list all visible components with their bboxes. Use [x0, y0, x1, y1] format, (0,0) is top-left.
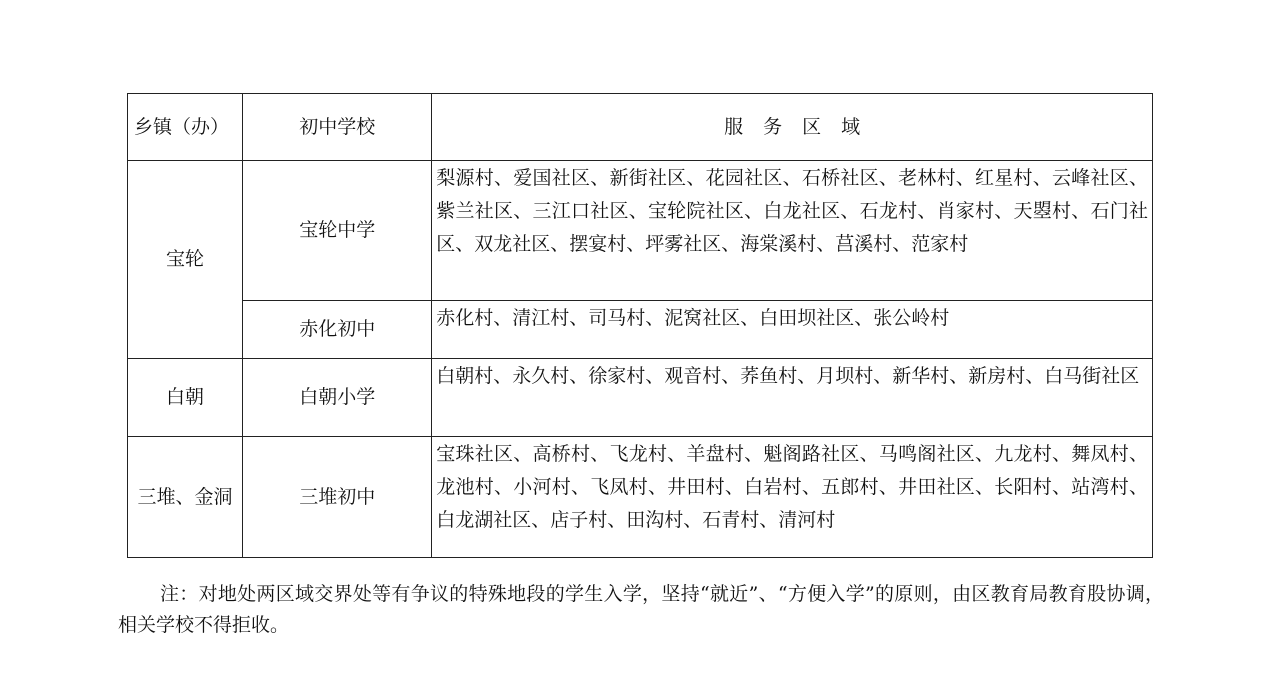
- school-cell: 三堆初中: [243, 437, 432, 558]
- town-cell: 宝轮: [128, 161, 243, 359]
- header-town: 乡镇（办）: [128, 94, 243, 161]
- service-area-cell: 赤化村、清江村、司马村、泥窝社区、白田坝社区、张公岭村: [432, 301, 1153, 359]
- table-row: [128, 161, 1153, 301]
- service-area-table: [127, 93, 1153, 558]
- table-header-row: [128, 94, 1153, 161]
- service-area-cell: 梨源村、爱国社区、新街社区、花园社区、石桥社区、老林村、红星村、云峰社区、紫兰社区、三江口社区、宝轮院社区、白龙社区、石龙村、肖家村、天曌村、石门社区、双龙社区、摆宴村、坪雾社区、海棠溪村、莒溪村、范家村: [432, 161, 1153, 301]
- table-row: [128, 301, 1153, 359]
- table-row: [128, 437, 1153, 558]
- footnote: 注：对地处两区域交界处等有争议的特殊地段的学生入学，坚持“就近”、“方便入学”的原则，由区教育局教育股协调，相关学校不得拒收。: [118, 583, 1164, 636]
- service-area-cell: 宝珠社区、高桥村、飞龙村、羊盘村、魁阁路社区、马鸣阁社区、九龙村、舞凤村、龙池村、小河村、飞凤村、井田村、白岩村、五郎村、井田社区、长阳村、站湾村、白龙湖社区、店子村、田沟村、石青村、清河村: [432, 437, 1153, 558]
- school-cell: 宝轮中学: [243, 161, 432, 301]
- header-school: 初中学校: [243, 94, 432, 161]
- school-cell: 白朝小学: [243, 359, 432, 437]
- town-cell: 三堆、金洞: [128, 437, 243, 558]
- town-cell: 白朝: [128, 359, 243, 437]
- service-area-cell: 白朝村、永久村、徐家村、观音村、荞鱼村、月坝村、新华村、新房村、白马街社区: [432, 359, 1153, 437]
- school-cell: 赤化初中: [243, 301, 432, 359]
- table-row: [128, 359, 1153, 437]
- header-service-area: 服务区域: [432, 94, 1153, 161]
